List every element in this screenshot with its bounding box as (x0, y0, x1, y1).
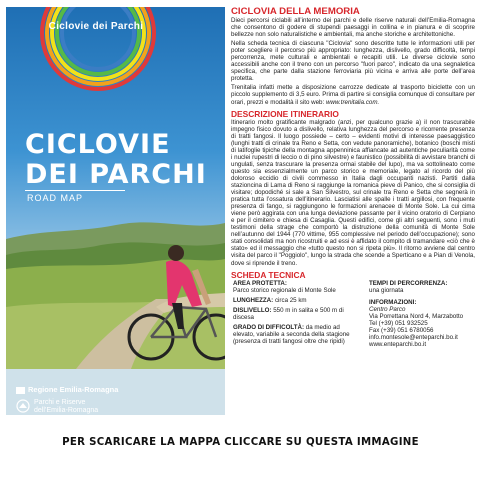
grado-row (233, 324, 353, 345)
cover-title-line2: DEI PARCHI (25, 159, 207, 190)
cover-logo-text: Ciclovie dei Parchi (48, 21, 144, 32)
area-label: AREA PROTETTA: (233, 279, 287, 287)
memoria-title: CICLOVIA DELLA MEMORIA (231, 6, 360, 17)
region-flag-icon (16, 387, 25, 394)
info-fax: Fax (+39) 051 6780056 (369, 326, 434, 334)
dislivello-row (233, 307, 353, 321)
info-address: Via Porrettana Nord 4, Marzabotto (369, 312, 464, 320)
lunghezza-row (233, 297, 353, 304)
grado-value: da medio ad elevato, variabile a seconda della stagione (presenza di tratti fangosi oltre che ripidi) (233, 323, 350, 345)
tech-right-column (369, 280, 475, 348)
dislivello-value: 550 m in salita e 500 m di discesa (233, 306, 344, 321)
memoria-trenitalia (231, 84, 475, 105)
trenitalia-link[interactable]: www.trenitalia.com. (325, 98, 380, 106)
grado-label: GRADO DI DIFFICOLTÀ: (233, 323, 305, 331)
memoria-trenitalia-text: Trenitalia infatti mette a disposizione carrozze dedicate al trasporto biciclette con un piccolo supplemento di 3,5 euro. Prima di partire si consiglia comunque di consultare per orari, prezzi e modalità il sito web: (231, 84, 475, 106)
info-tel: Tel (+39) 051 932525 (369, 319, 428, 327)
dislivello-label: DISLIVELLO: (233, 306, 272, 314)
memoria-intro: Dieci percorsi ciclabili all’interno dei parchi e delle riserve naturali dell’Emilia-Romagna che consentono di godere di stupendi paesaggi in collina e in pianura e di scoprire bellezze non solo naturalistiche e ambientali, ma anche storiche e architettoniche. (231, 17, 475, 39)
itinerario-text: Itinerario molto gratificante malgrado (anzi, per qualcuno grazie a) il non trascurabile impegno fisico dovuto a dislivello, relativa lunghezza del percorso e ricorrente presenza di tratti fangosi. Il luogo possiede – certo – evidenti motivi di interesse paesaggistico (lunghi tratti di crinale tra Reno e Setta, con vedute panoramiche), botanico (boschi misti di latifoglie tipiche della montagna appenninica affiancate ad autentiche peculiarità come i nuclei rupestri di leccio o di pino silvestre) e faunistico (possibilità di avvistare branchi di ungulati, senza trascurare la presenza ormai stabile del lupo), ma va sottolineato come questo sia essenzialmente un parco storico e memoriale, legato al ricordo del più doloroso eccidio di civili commesso in Italia dagli occupanti nazisti. Partiti dalla stazioncina di Lama di Reno si raggiunge la romanica pieve di Panico, che si consiglia di visitare; dopodiché si sale a San Silvestro, sul crinale tra Reno e Setta che segnerà in pratica tutta l’ossatura dell’itinerario. Lasciatisi alle spalle i tratti argillosi, con frequente presenza di fango, si raggiungono le formazioni arenacee di Monte Sole. La cui cima viene però aggirata con una lunga deviazione passante per il vicino oratorio di Cerpiano e per il cimitero e chiesa di Casaglia. Questi edifici, come gli altri seguenti, sono i muti testimoni della strage che comportò la distruzione della comunità di Monte Sole nell’autunno del 1944 (770 vittime, 955 complessive nel periodo dell’occupazione); sono stati consolidati ma non ricostruiti e ad essi è affidato il compito di tramandare «ciò che è stato» ed il messaggio che «tutto questo non si ripeta più». Il ritorno avviene dal centro visita del parco il "Poggiolo", lungo la strada che scende a Sperticano e a Pian di Venola, dove si riprende il treno. (231, 118, 475, 267)
map-cover-image[interactable] (6, 7, 225, 415)
info-name: Centro Parco (369, 305, 406, 313)
tempi-value: una giornata (369, 286, 404, 294)
info-label: INFORMAZIONI: (369, 298, 417, 306)
memoria-info: Nella scheda tecnica di ciascuna "Ciclovia" sono descritte tutte le informazioni utili per poter scegliere il percorso più appropriato: lunghezza, dislivello, grado difficoltà, tempi percorrenza, mete culturali e ambientali e recapiti utili. Le diverse ciclovie sono accessibili anche con il treno con un percorso "fuori parco", indicato da una segnaletica specifica, che parte dalla stazione ferroviaria più vicina e arriva alle porte dell’area protetta. (231, 40, 475, 83)
tempi-label: TEMPI DI PERCORRENZA: (369, 279, 448, 287)
area-value: Parco storico regionale di Monte Sole (233, 286, 336, 294)
itinerario-title: DESCRIZIONE ITINERARIO (231, 108, 339, 119)
download-map-banner[interactable]: PER SCARICARE LA MAPPA CLICCARE SU QUESTA IMMAGINE (62, 437, 419, 448)
parks-logo-line1: Parchi e Riserve (34, 399, 86, 406)
cyclist-illustration (6, 7, 225, 415)
tech-left-column (233, 280, 353, 345)
parks-logo-line2: dell’Emilia-Romagna (34, 407, 99, 414)
cover-title-line1: CICLOVIE (25, 129, 171, 160)
parks-emblem-icon (16, 399, 30, 413)
info-web-link[interactable]: www.enteparchi.bo.it (369, 340, 427, 348)
info-email-link[interactable]: info.montesole@enteparchi.bo.it (369, 333, 458, 341)
region-logo (16, 385, 118, 394)
cover-subtitle: ROAD MAP (27, 193, 84, 203)
lunghezza-value: circa 25 km (274, 296, 307, 304)
region-logo-text: Regione Emilia-Romagna (28, 385, 119, 394)
lunghezza-label: LUNGHEZZA: (233, 296, 274, 304)
description-column (231, 6, 475, 420)
scheda-title: SCHEDA TECNICA (231, 269, 306, 280)
